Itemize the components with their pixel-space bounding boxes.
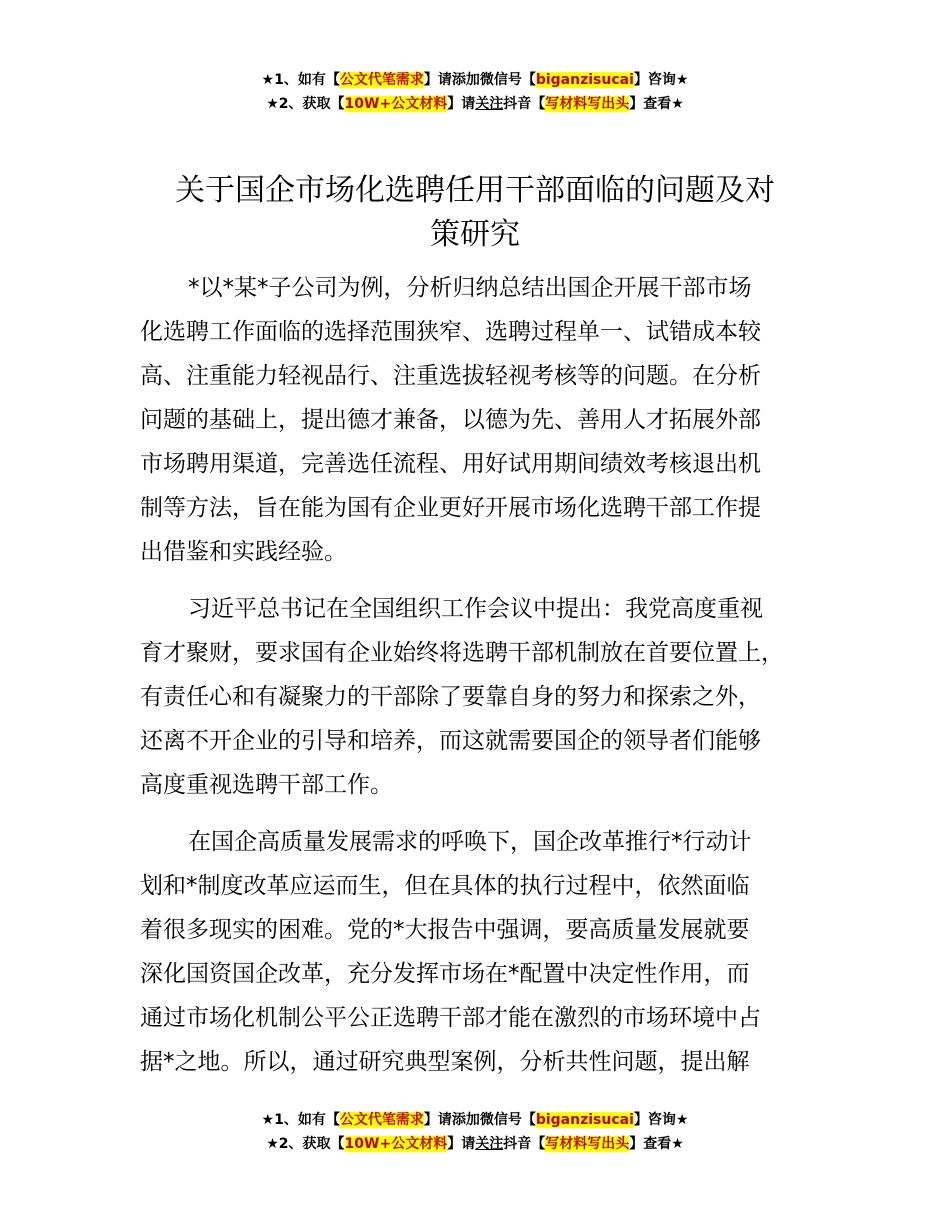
text-line: 着很多现实的困难。党的*大报告中强调，要高质量发展就要 bbox=[140, 917, 750, 943]
title-line-1: 关于国企市场化选聘任用干部面临的问题及对 bbox=[175, 173, 775, 208]
text-line: 习近平总书记在全国组织工作会议中提出：我党高度重视 bbox=[188, 596, 763, 622]
text-line: 划和*制度改革应运而生，但在具体的执行过程中，依然面临 bbox=[140, 873, 750, 899]
title-line-2: 策研究 bbox=[430, 217, 520, 252]
promo-text: 】咨询 bbox=[633, 72, 676, 88]
star-icon: ★ bbox=[261, 1112, 275, 1128]
document-title bbox=[130, 168, 820, 256]
promo-line-1 bbox=[0, 1108, 950, 1132]
text-line: 市场聘用渠道，完善选任流程、用好试用期间绩效考核退出机 bbox=[140, 451, 761, 477]
follow-text: 关注 bbox=[475, 96, 504, 112]
highlight-douyin: 写材料写出头 bbox=[545, 96, 630, 112]
text-line: 问题的基础上，提出德才兼备，以德为先、善用人才拓展外部 bbox=[140, 407, 761, 433]
promo-text: 2、获取【 bbox=[278, 1136, 345, 1152]
highlight-service: 公文代笔需求 bbox=[339, 1112, 424, 1128]
promo-text: 1、如有【 bbox=[274, 1112, 340, 1128]
highlight-materials: 10W+公文材料 bbox=[344, 1136, 448, 1152]
text-line: 高、注重能力轻视品行、注重选拔轻视考核等的问题。在分析 bbox=[140, 363, 761, 389]
paragraph-intro bbox=[140, 587, 830, 807]
promo-text: 】查看 bbox=[629, 96, 672, 112]
text-line: 化选聘工作面临的选择范围狭窄、选聘过程单一、试错成本较 bbox=[140, 319, 761, 345]
promo-line-2 bbox=[0, 92, 950, 116]
highlight-service: 公文代笔需求 bbox=[339, 72, 424, 88]
promo-text: 2、获取【 bbox=[278, 96, 345, 112]
text-line: 高度重视选聘干部工作。 bbox=[140, 772, 393, 798]
paragraph-abstract bbox=[140, 266, 830, 574]
promo-line-2 bbox=[0, 1132, 950, 1156]
highlight-douyin: 写材料写出头 bbox=[545, 1136, 630, 1152]
promo-text: 】请添加微信号【 bbox=[423, 1112, 536, 1128]
promo-line-1 bbox=[0, 68, 950, 92]
star-icon: ★ bbox=[266, 96, 279, 112]
promo-text: 】查看 bbox=[629, 1136, 672, 1152]
highlight-wechat-id: biganzisucai bbox=[535, 72, 634, 88]
promo-text: 】咨询 bbox=[633, 1112, 676, 1128]
text-line: 通过市场化机制公平公正选聘干部才能在激烈的市场环境中占 bbox=[140, 1005, 761, 1031]
promo-text: 】请 bbox=[447, 1136, 476, 1152]
promo-text: 】请 bbox=[447, 96, 476, 112]
paragraph-background bbox=[140, 820, 830, 1084]
text-line: 有责任心和有凝聚力的干部除了要靠自身的努力和探索之外， bbox=[140, 684, 761, 710]
promo-header bbox=[0, 68, 950, 116]
promo-footer bbox=[0, 1108, 950, 1156]
star-icon: ★ bbox=[671, 96, 684, 112]
text-line: 还离不开企业的引导和培养，而这就需要国企的领导者们能够 bbox=[140, 728, 761, 754]
text-line: 制等方法，旨在能为国有企业更好开展市场化选聘干部工作提 bbox=[140, 495, 761, 521]
text-line: 在国企高质量发展需求的呼唤下，国企改革推行*行动计 bbox=[188, 829, 752, 855]
text-line: 育才聚财，要求国有企业始终将选聘干部机制放在首要位置上， bbox=[140, 640, 784, 666]
document-body bbox=[140, 266, 830, 1097]
highlight-materials: 10W+公文材料 bbox=[344, 96, 448, 112]
text-line: 据*之地。所以，通过研究典型案例，分析共性问题，提出解 bbox=[140, 1049, 750, 1075]
promo-text: 抖音【 bbox=[503, 1136, 546, 1152]
star-icon: ★ bbox=[266, 1136, 279, 1152]
star-icon: ★ bbox=[675, 72, 689, 88]
promo-text: 1、如有【 bbox=[274, 72, 340, 88]
star-icon: ★ bbox=[261, 72, 275, 88]
text-line: 出借鉴和实践经验。 bbox=[140, 539, 347, 565]
promo-text: 】请添加微信号【 bbox=[423, 72, 536, 88]
text-line: *以*某*子公司为例，分析归纳总结出国企开展干部市场 bbox=[188, 275, 752, 301]
text-line: 深化国资国企改革，充分发挥市场在*配置中决定性作用，而 bbox=[140, 961, 750, 987]
promo-text: 抖音【 bbox=[503, 96, 546, 112]
follow-text: 关注 bbox=[475, 1136, 504, 1152]
star-icon: ★ bbox=[675, 1112, 689, 1128]
star-icon: ★ bbox=[671, 1136, 684, 1152]
highlight-wechat-id: biganzisucai bbox=[535, 1112, 634, 1128]
